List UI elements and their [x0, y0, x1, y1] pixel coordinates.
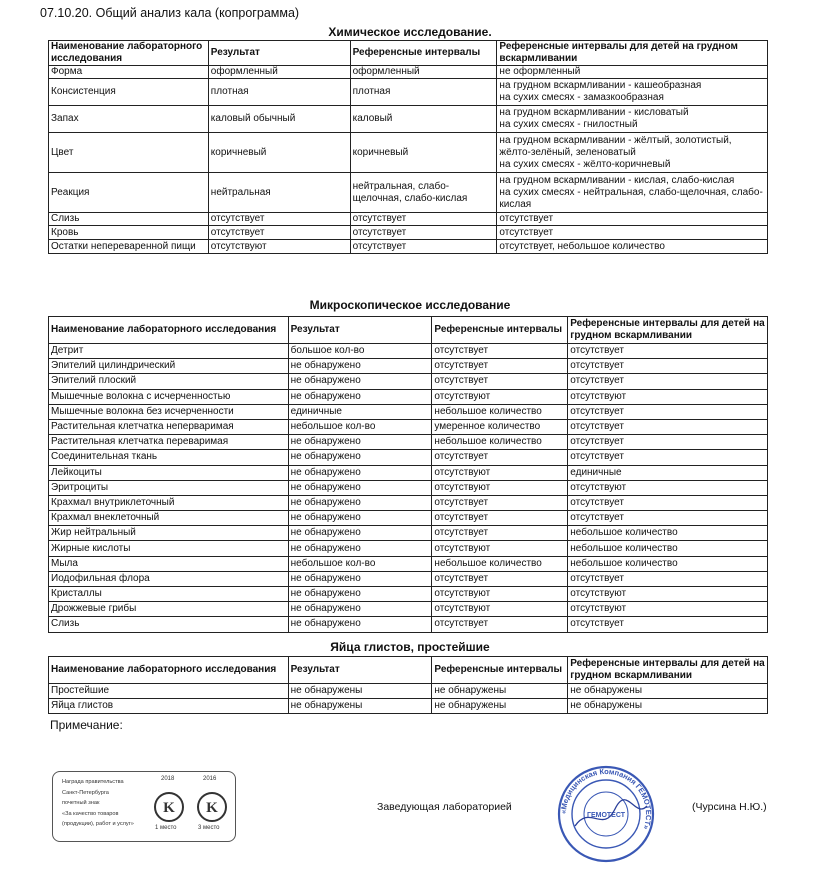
table-row: [49, 106, 768, 133]
reference-cell: небольшое количество: [432, 556, 568, 571]
reference-cell: отсутствует: [568, 571, 768, 586]
test-name-cell: Форма: [49, 66, 209, 79]
table-row: [49, 226, 768, 240]
table-row: [49, 435, 768, 450]
result-cell: не обнаружено: [288, 389, 432, 404]
reference-cell: умеренное количество: [432, 419, 568, 434]
reference-cell: небольшое количество: [568, 541, 768, 556]
column-header: Референсные интервалы: [432, 317, 568, 344]
result-cell: не обнаружено: [288, 495, 432, 510]
table-row: [49, 240, 768, 254]
reference-cell: отсутствует: [432, 495, 568, 510]
result-cell: оформленный: [208, 66, 350, 79]
reference-cell: небольшое количество: [568, 526, 768, 541]
table-row: [49, 66, 768, 79]
table-row: [49, 133, 768, 173]
award-year-2: 2016: [203, 776, 217, 782]
result-cell: не обнаружено: [288, 617, 432, 632]
award-year-1: 2018: [161, 776, 175, 782]
reference-cell: отсутствует: [497, 226, 768, 240]
result-cell: не обнаружено: [288, 511, 432, 526]
result-cell: плотная: [208, 79, 350, 106]
table-row: [49, 495, 768, 510]
reference-cell: отсутствует: [432, 374, 568, 389]
quality-emblem-icon: [196, 791, 228, 823]
table-row: [49, 511, 768, 526]
test-name-cell: Растительная клетчатка переваримая: [49, 435, 289, 450]
reference-cell: отсутствует: [568, 404, 768, 419]
reference-cell: не обнаружены: [568, 699, 768, 714]
reference-cell: не оформленный: [497, 66, 768, 79]
reference-cell: отсутствует, небольшое количество: [497, 240, 768, 254]
test-name-cell: Запах: [49, 106, 209, 133]
reference-cell: отсутствует: [568, 495, 768, 510]
reference-cell: отсутствует: [432, 344, 568, 359]
test-name-cell: Кристаллы: [49, 587, 289, 602]
test-name-cell: Мышечные волокна с исчерченностью: [49, 389, 289, 404]
parasites-table: [48, 656, 768, 714]
test-name-cell: Крахмал внеклеточный: [49, 511, 289, 526]
table-row: [49, 173, 768, 213]
reference-cell: отсутствует: [568, 617, 768, 632]
reference-cell: на грудном вскармливании - кашеобразная на сухих смесях - замазкообразная: [497, 79, 768, 106]
test-name-cell: Простейшие: [49, 684, 289, 699]
table-row: [49, 556, 768, 571]
reference-cell: на грудном вскармливании - кисловатый на сухих смесях - гнилостный: [497, 106, 768, 133]
column-header: Наименование лабораторного исследования: [49, 317, 289, 344]
reference-cell: отсутствуют: [568, 480, 768, 495]
microscopic-section-title: Микроскопическое исследование: [309, 298, 511, 312]
reference-cell: небольшое количество: [432, 404, 568, 419]
reference-cell: отсутствует: [350, 240, 497, 254]
result-cell: небольшое кол-во: [288, 556, 432, 571]
test-name-cell: Цвет: [49, 133, 209, 173]
test-name-cell: Эпителий цилиндрический: [49, 359, 289, 374]
reference-cell: единичные: [568, 465, 768, 480]
stamp-outer-text: «Медицинская Компания ГЕМОТЕСТ»: [558, 766, 654, 831]
test-name-cell: Остатки непереваренной пищи: [49, 240, 209, 254]
test-name-cell: Растительная клетчатка неперваримая: [49, 419, 289, 434]
table-row: [49, 79, 768, 106]
result-cell: отсутствует: [208, 226, 350, 240]
lab-stamp-icon: [555, 764, 657, 864]
test-name-cell: Соединительная ткань: [49, 450, 289, 465]
table-row: [49, 344, 768, 359]
report-header: 07.10.20. Общий анализ кала (копрограмма): [40, 6, 300, 20]
reference-cell: отсутствует: [432, 450, 568, 465]
result-cell: не обнаружено: [288, 541, 432, 556]
award-line: Награда правительства: [62, 779, 124, 785]
signature-label: Заведующая лабораторией: [377, 801, 512, 813]
reference-cell: отсутствует: [568, 359, 768, 374]
column-header: Референсные интервалы для детей на грудном вскармливании: [497, 41, 768, 66]
reference-cell: отсутствует: [568, 450, 768, 465]
table-row: [49, 480, 768, 495]
reference-cell: отсутствуют: [432, 389, 568, 404]
award-place-2: 3 место: [198, 825, 220, 831]
table-header-row: [49, 657, 768, 684]
reference-cell: отсутствуют: [432, 602, 568, 617]
result-cell: отсутствуют: [208, 240, 350, 254]
result-cell: коричневый: [208, 133, 350, 173]
table-row: [49, 526, 768, 541]
result-cell: не обнаружено: [288, 465, 432, 480]
table-row: [49, 541, 768, 556]
reference-cell: не обнаружены: [568, 684, 768, 699]
reference-cell: отсутствуют: [432, 541, 568, 556]
table-row: [49, 571, 768, 586]
column-header: Результат: [288, 657, 432, 684]
result-cell: не обнаружено: [288, 359, 432, 374]
test-name-cell: Эритроциты: [49, 480, 289, 495]
table-header-row: [49, 41, 768, 66]
column-header: Референсные интервалы: [350, 41, 497, 66]
reference-cell: отсутствует: [432, 617, 568, 632]
microscopic-table: [48, 316, 768, 633]
reference-cell: отсутствует: [432, 511, 568, 526]
reference-cell: отсутствует: [568, 511, 768, 526]
table-row: [49, 465, 768, 480]
reference-cell: отсутствуют: [432, 465, 568, 480]
award-text: [62, 777, 152, 830]
result-cell: не обнаружено: [288, 480, 432, 495]
reference-cell: нейтральная, слабо-щелочная, слабо-кислая: [350, 173, 497, 213]
column-header: Референсные интервалы: [432, 657, 568, 684]
test-name-cell: Консистенция: [49, 79, 209, 106]
reference-cell: на грудном вскармливании - жёлтый, золотистый, жёлто-зелёный, зеленоватый на сухих смесях - жёлто-коричневый: [497, 133, 768, 173]
test-name-cell: Эпителий плоский: [49, 374, 289, 389]
table-row: [49, 359, 768, 374]
chemical-table: [48, 40, 768, 254]
chemical-section-title: Химическое исследование.: [328, 25, 492, 39]
reference-cell: отсутствует: [432, 359, 568, 374]
result-cell: нейтральная: [208, 173, 350, 213]
column-header: Результат: [208, 41, 350, 66]
quality-award-badge: [52, 771, 236, 842]
award-place-1: 1 место: [155, 825, 177, 831]
reference-cell: отсутствует: [568, 435, 768, 450]
reference-cell: оформленный: [350, 66, 497, 79]
column-header: Наименование лабораторного исследования: [49, 657, 289, 684]
test-name-cell: Слизь: [49, 617, 289, 632]
reference-cell: отсутствует: [350, 226, 497, 240]
note-label: Примечание:: [50, 718, 123, 732]
parasites-section-title: Яйца глистов, простейшие: [330, 640, 490, 654]
emblem-letter: K: [206, 800, 218, 816]
result-cell: не обнаружено: [288, 435, 432, 450]
table-row: [49, 389, 768, 404]
reference-cell: отсутствуют: [568, 587, 768, 602]
reference-cell: не обнаружены: [432, 699, 568, 714]
column-header: Референсные интервалы для детей на грудном вскармливании: [568, 317, 768, 344]
signature-name: (Чурсина Н.Ю.): [692, 801, 767, 813]
award-line: (продукции), работ и услуг»: [62, 821, 134, 827]
award-line: Санкт-Петербурга: [62, 789, 109, 796]
reference-cell: не обнаружены: [432, 684, 568, 699]
column-header: Наименование лабораторного исследования: [49, 41, 209, 66]
reference-cell: плотная: [350, 79, 497, 106]
result-cell: не обнаружены: [288, 684, 432, 699]
table-row: [49, 699, 768, 714]
result-cell: большое кол-во: [288, 344, 432, 359]
test-name-cell: Мышечные волокна без исчерченности: [49, 404, 289, 419]
test-name-cell: Детрит: [49, 344, 289, 359]
reference-cell: отсутствует: [497, 213, 768, 226]
test-name-cell: Крахмал внутриклеточный: [49, 495, 289, 510]
table-row: [49, 419, 768, 434]
table-row: [49, 213, 768, 226]
table-row: [49, 450, 768, 465]
reference-cell: отсутствует: [350, 213, 497, 226]
award-line: почетный знак: [62, 800, 100, 806]
reference-cell: небольшое количество: [432, 435, 568, 450]
result-cell: единичные: [288, 404, 432, 419]
reference-cell: отсутствует: [432, 571, 568, 586]
reference-cell: отсутствуют: [432, 480, 568, 495]
reference-cell: каловый: [350, 106, 497, 133]
table-row: [49, 374, 768, 389]
test-name-cell: Яйца глистов: [49, 699, 289, 714]
reference-cell: отсутствуют: [568, 389, 768, 404]
reference-cell: отсутствуют: [568, 602, 768, 617]
result-cell: не обнаружено: [288, 374, 432, 389]
test-name-cell: Реакция: [49, 173, 209, 213]
test-name-cell: Лейкоциты: [49, 465, 289, 480]
test-name-cell: Слизь: [49, 213, 209, 226]
award-line: «За качество товаров: [62, 810, 119, 817]
reference-cell: отсутствует: [432, 526, 568, 541]
reference-cell: на грудном вскармливании - кислая, слабо-кислая на сухих смесях - нейтральная, слабо-щелочная, слабо-кислая: [497, 173, 768, 213]
test-name-cell: Жирные кислоты: [49, 541, 289, 556]
result-cell: отсутствует: [208, 213, 350, 226]
result-cell: не обнаружено: [288, 587, 432, 602]
emblem-letter: K: [163, 800, 175, 816]
stamp-center-text: ГЕМОТЕСТ: [586, 812, 626, 819]
table-row: [49, 617, 768, 632]
reference-cell: небольшое количество: [568, 556, 768, 571]
reference-cell: отсутствуют: [432, 587, 568, 602]
table-row: [49, 404, 768, 419]
reference-cell: отсутствует: [568, 374, 768, 389]
table-row: [49, 684, 768, 699]
reference-cell: отсутствует: [568, 419, 768, 434]
result-cell: не обнаружены: [288, 699, 432, 714]
result-cell: не обнаружено: [288, 571, 432, 586]
reference-cell: отсутствует: [568, 344, 768, 359]
result-cell: не обнаружено: [288, 526, 432, 541]
reference-cell: коричневый: [350, 133, 497, 173]
result-cell: небольшое кол-во: [288, 419, 432, 434]
result-cell: каловый обычный: [208, 106, 350, 133]
table-row: [49, 587, 768, 602]
test-name-cell: Жир нейтральный: [49, 526, 289, 541]
test-name-cell: Кровь: [49, 226, 209, 240]
column-header: Референсные интервалы для детей на грудном вскармливании: [568, 657, 768, 684]
table-row: [49, 602, 768, 617]
test-name-cell: Дрожжевые грибы: [49, 602, 289, 617]
column-header: Результат: [288, 317, 432, 344]
test-name-cell: Иодофильная флора: [49, 571, 289, 586]
table-header-row: [49, 317, 768, 344]
result-cell: не обнаружено: [288, 602, 432, 617]
test-name-cell: Мыла: [49, 556, 289, 571]
quality-emblem-icon: [153, 791, 185, 823]
result-cell: не обнаружено: [288, 450, 432, 465]
